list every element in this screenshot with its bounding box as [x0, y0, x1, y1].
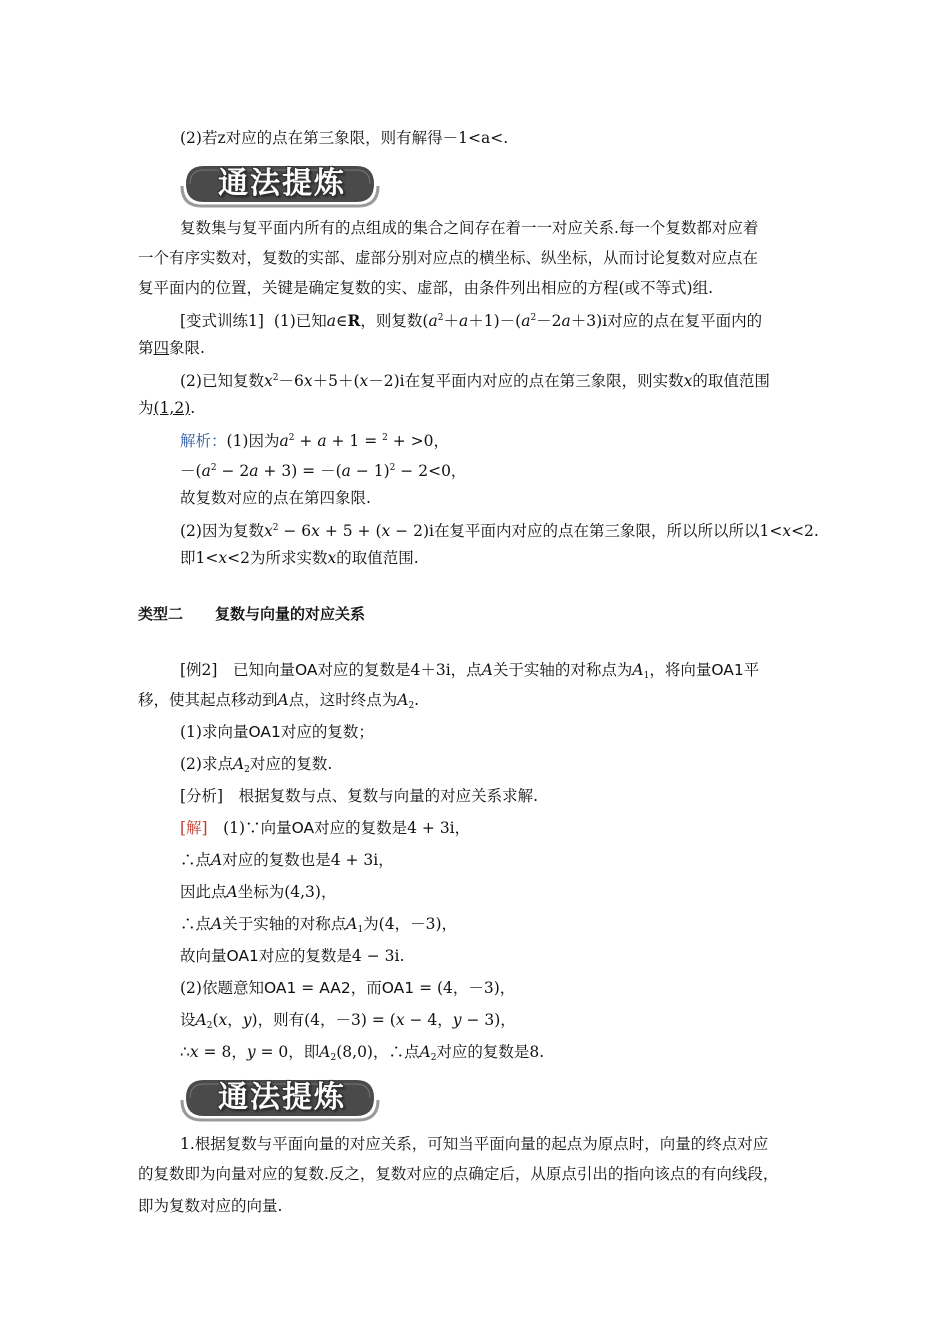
vector-label: OA1	[248, 723, 281, 741]
solution-label: [解]	[180, 819, 208, 837]
exercise-line: (2)已知复数$x^2-6x+5+(x-2)i$在复平面内对应的点在第三象限，则实数x的取值范围	[180, 372, 770, 390]
vector-label: AA2	[319, 979, 351, 997]
answer: 四	[153, 339, 170, 357]
text-line: (2)若z对应的点在第三象限，则有解得－1<a<.	[180, 129, 509, 147]
paragraph-line: 复数集与复平面内所有的点组成的集合之间存在着一一对应关系.每一个复数都对应着	[180, 219, 759, 237]
vector-label: OA1	[381, 979, 415, 997]
section-type: 类型二	[138, 605, 184, 623]
banner-title: 通法提炼	[218, 1080, 346, 1115]
solution-line: 因此点A坐标为(4,3)，	[180, 883, 337, 901]
analysis-label: [分析]	[180, 787, 224, 805]
solution-line: ∴点A关于实轴的对称点$A_1$为(4，－3)，	[180, 915, 457, 935]
example-line: 移，使其起点移动到A点，这时终点为$A_2$.	[138, 691, 420, 711]
vector-label: OA1	[263, 979, 297, 997]
exercise-line: 为(1,2).	[138, 399, 196, 417]
section-title: 复数与向量的对应关系	[215, 605, 366, 623]
paragraph-line: 即为复数对应的向量.	[138, 1197, 283, 1215]
vector-label: OA	[291, 819, 315, 837]
solution-line: 设$A_2(x$，y)，则有(4，－3) = (x − 4，y − 3)，	[180, 1011, 516, 1031]
method-summary-banner	[180, 160, 380, 208]
paragraph-line: 一个有序实数对，复数的实部、虚部分别对应点的横坐标、纵坐标，从而讨论复数对应点在	[138, 249, 759, 267]
vector-label: OA1	[226, 947, 259, 965]
analysis-line: [分析] 根据复数与点、复数与向量的对应关系求解.	[180, 787, 539, 805]
paragraph-line: 1.根据复数与平面向量的对应关系，可知当平面向量的起点为原点时，向量的终点对应	[180, 1135, 769, 1153]
vector-label: OA	[294, 661, 318, 679]
paragraph-line: 复平面内的位置，关键是确定复数的实、虚部，由条件列出相应的方程(或不等式)组.	[138, 279, 714, 297]
method-summary-banner	[180, 1074, 380, 1122]
solution-line: (2)依题意知OA1 = AA2，而OA1 = (4，－3)，	[180, 979, 516, 997]
solution-label: 解析：	[180, 432, 227, 450]
solution-line: 即1<x<2为所求实数x的取值范围.	[180, 549, 419, 567]
example-line: [例2] 已知向量OA对应的复数是4＋3i，点A关于实轴的对称点为$A_1$，将向量OA1平	[180, 661, 760, 681]
solution-line: 故向量OA1对应的复数是4 − 3i.	[180, 947, 405, 965]
solution-line: ∴点A对应的复数也是4 + 3i，	[180, 851, 394, 869]
section-heading	[138, 604, 365, 624]
exercise-line: [变式训练1] (1)已知a∈R，则复数$(a^2+a+1)-(a^2-2a+3)i$对应的点在复平面内的	[180, 311, 763, 330]
solution-line: 解析：(1)因为$a^2 + a + 1 = ^2 + >0$，	[180, 432, 450, 450]
answer: (1,2)	[153, 399, 191, 417]
vector-label: OA1	[711, 661, 744, 679]
solution-line: [解] (1)∵向量OA对应的复数是4 + 3i，	[180, 819, 471, 837]
example-line: (1)求向量OA1对应的复数；	[180, 723, 374, 741]
banner-title: 通法提炼	[218, 166, 346, 201]
exercise-line: 第四象限.	[138, 339, 205, 357]
solution-line: 故复数对应的点在第四象限.	[180, 489, 371, 507]
solution-line: (2)因为复数$x^2 - 6x + 5 + (x - 2)i$在复平面内对应的点在第三象限，所以所以所以1<x<2.	[180, 522, 819, 540]
paragraph-line: 的复数即为向量对应的复数.反之，复数对应的点确定后，从原点引出的指向该点的有向线段，	[138, 1165, 779, 1183]
exercise-label: [变式训练1]	[180, 312, 264, 330]
example-line: (2)求点$A_2$对应的复数.	[180, 755, 333, 775]
solution-line: ∴x = 8，y = 0，即$A_2(8,0)$，∴点$A_2$对应的复数是8.	[180, 1043, 545, 1063]
solution-line: $-(a^2 - 2a + 3) = -(a - 1)^2 - 2<0$，	[180, 462, 467, 480]
